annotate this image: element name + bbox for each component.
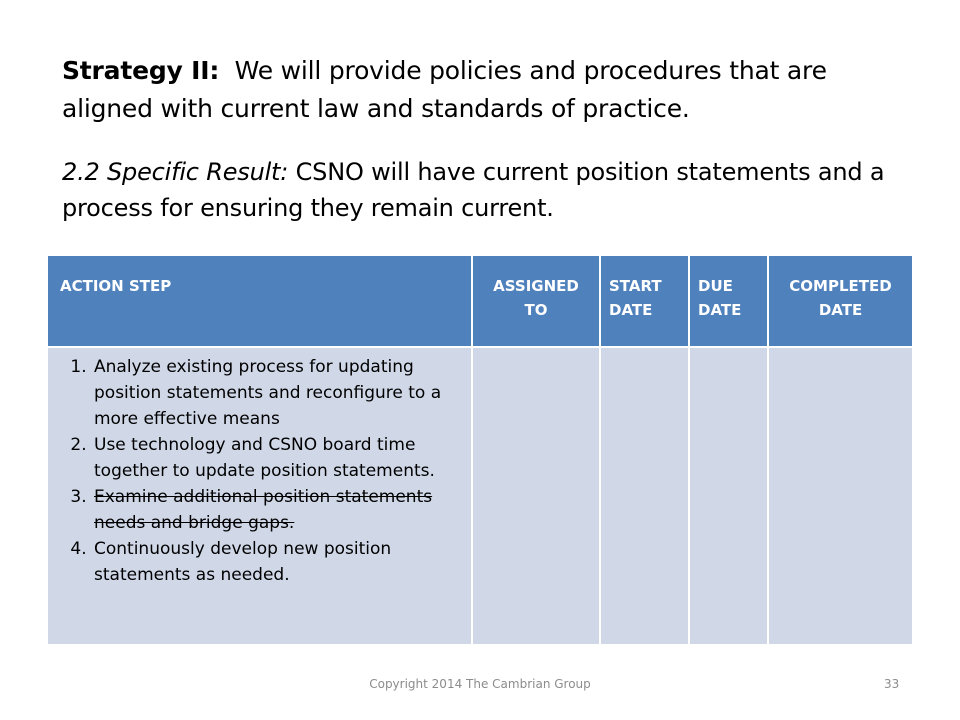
completed-date-cell: [768, 347, 912, 644]
table-row: [48, 347, 912, 644]
specific-result: [62, 154, 922, 226]
copyright-footer: Copyright 2014 The Cambrian Group: [369, 677, 591, 691]
header-due-date: DUE DATE: [689, 256, 768, 347]
action-step-3: 3. Examine additional position statements needs and bridge gaps.: [92, 484, 465, 536]
result-label: 2.2 Specific Result:: [62, 158, 289, 186]
page-number: 33: [884, 677, 900, 691]
action-step-2: 2. Use technology and CSNO board time together to update position statements.: [92, 432, 465, 484]
header-completed-date: COMPLETED DATE: [768, 256, 912, 347]
assigned-to-cell: [472, 347, 600, 644]
action-table: [48, 256, 912, 644]
strategy-text: We will provide policies and procedures that are aligned with current law and standards of practice.: [62, 56, 827, 123]
strategy-label: Strategy II:: [62, 56, 220, 85]
strategy-heading: [62, 52, 922, 128]
header-assigned-to: ASSIGNED TO: [472, 256, 600, 347]
table-header-row: [48, 256, 912, 347]
due-date-cell: [689, 347, 768, 644]
header-start-date: START DATE: [600, 256, 689, 347]
start-date-cell: [600, 347, 689, 644]
result-text: CSNO will have current position statements and a process for ensuring they remain current.: [62, 158, 885, 222]
action-step-4: 4. Continuously develop new position statements as needed.: [92, 536, 465, 588]
action-steps-list: [48, 354, 471, 588]
header-action-step: ACTION STEP: [48, 256, 472, 347]
action-step-1: 1. Analyze existing process for updating position statements and reconfigure to a more effective means: [92, 354, 465, 432]
action-steps-cell: [48, 347, 472, 644]
